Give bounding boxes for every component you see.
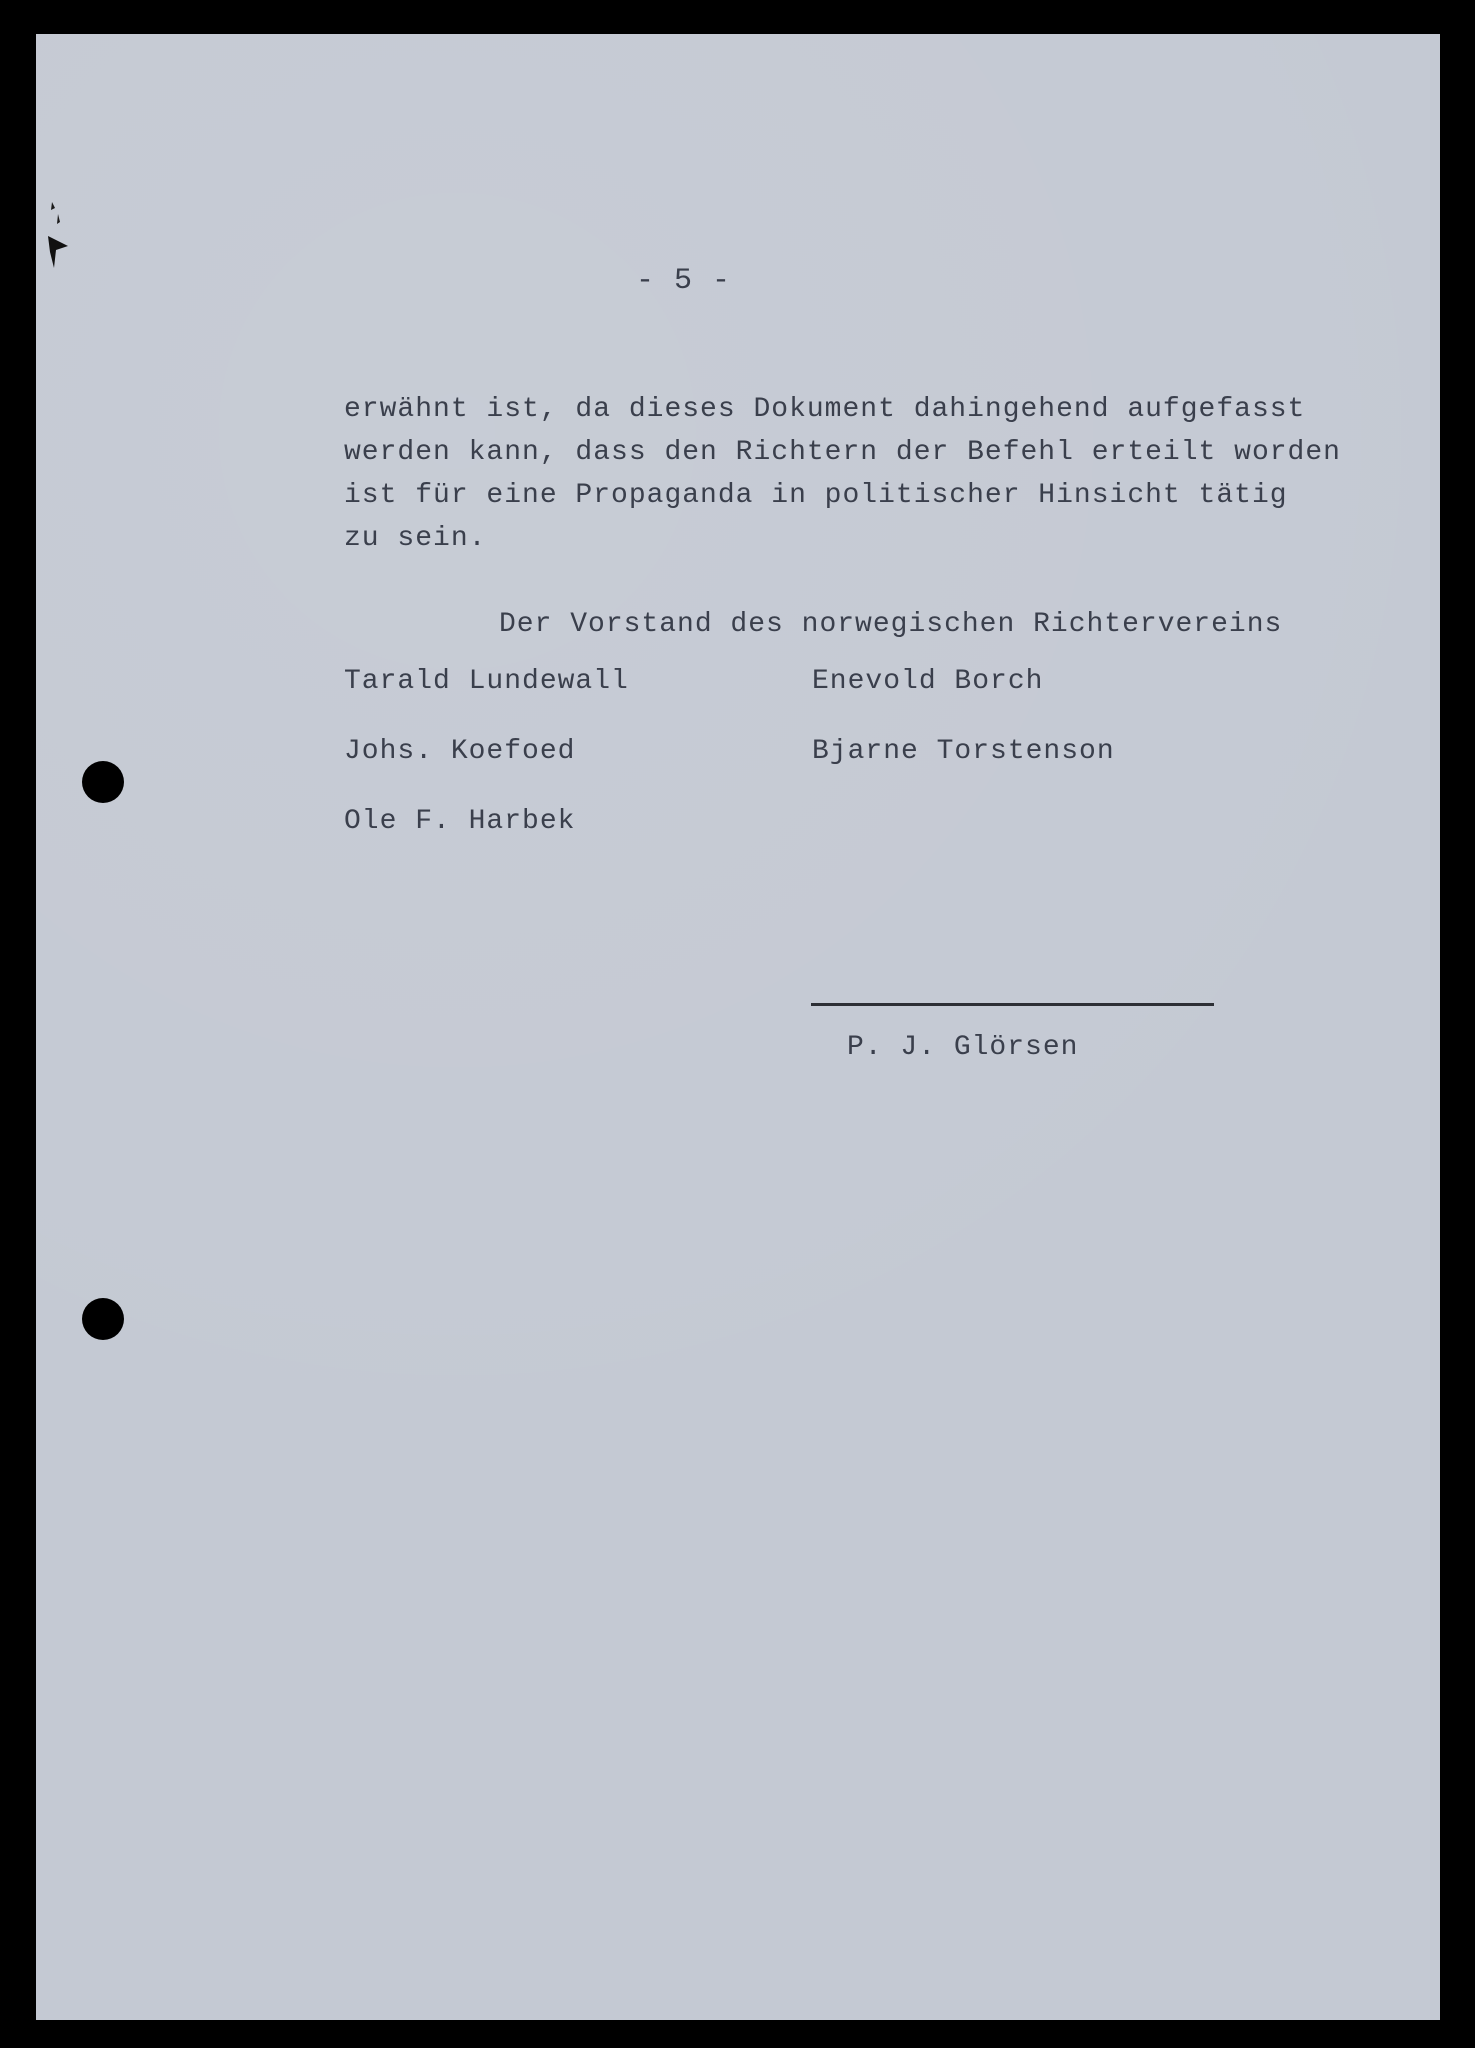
- signatory-name: Bjarne Torstenson: [812, 736, 1115, 767]
- signatory-name: Johs. Koefoed: [344, 736, 576, 767]
- board-heading: Der Vorstand des norwegischen Richtervereins: [499, 609, 1283, 640]
- signer-name: P. J. Glörsen: [847, 1032, 1079, 1063]
- signatory-name: Tarald Lundewall: [344, 666, 629, 697]
- page-number: - 5 -: [636, 264, 732, 298]
- body-line: erwähnt ist, da dieses Dokument dahingehend aufgefasst: [344, 394, 1306, 425]
- punch-hole-icon: [82, 1298, 124, 1340]
- body-line: zu sein.: [344, 523, 487, 554]
- body-line: ist für eine Propaganda in politischer Hinsicht tätig: [344, 480, 1288, 511]
- signatory-name: Ole F. Harbek: [344, 806, 576, 837]
- punch-hole-icon: [82, 761, 124, 803]
- signatory-name: Enevold Borch: [812, 666, 1044, 697]
- scan-edge-mark-icon: [46, 200, 70, 270]
- body-line: werden kann, dass den Richtern der Befehl erteilt worden: [344, 437, 1341, 468]
- document-page: [36, 34, 1440, 2020]
- signature-line: [811, 1003, 1214, 1006]
